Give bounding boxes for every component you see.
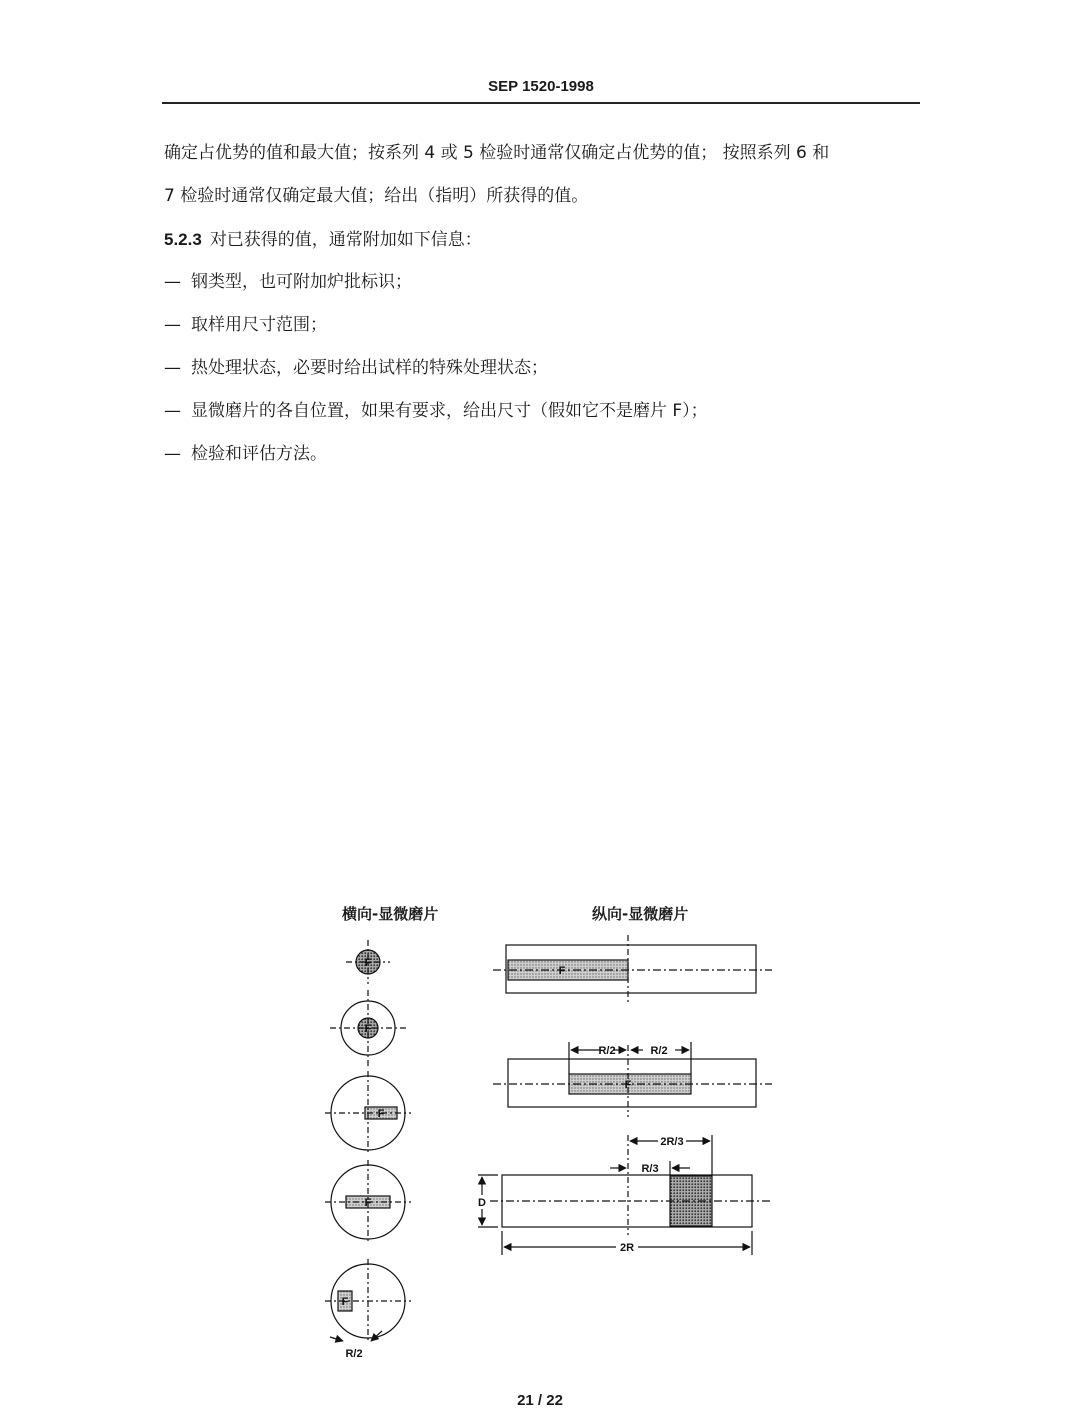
page-number: 21 / 22 — [517, 1392, 563, 1409]
label-f: F — [558, 965, 566, 977]
document-code: SEP 1520-1998 — [488, 78, 594, 95]
list-item-text: 取样用尺寸范围； — [191, 315, 327, 335]
label-2r: 2R — [619, 1242, 635, 1254]
label-r2: R/2 — [598, 1045, 616, 1057]
list-item — [164, 433, 924, 476]
specimen-figure — [310, 895, 790, 1365]
list-item — [164, 390, 924, 433]
dash: — — [164, 315, 181, 335]
label-f: F — [364, 1197, 372, 1209]
longitudinal-specimen-3 — [478, 1135, 772, 1255]
section-text: 对已获得的值，通常附加如下信息： — [209, 230, 482, 250]
list-item-text: 钢类型，也可附加炉批标识； — [191, 272, 412, 292]
label-f: F — [377, 1108, 385, 1120]
list-item-text: 热处理状态，必要时给出试样的特殊处理状态； — [191, 358, 548, 378]
list-item — [164, 261, 924, 304]
label-r2: R/2 — [650, 1045, 668, 1057]
page-header — [162, 72, 920, 104]
longitudinal-specimen-1 — [493, 935, 772, 1005]
paragraph-line: 确定占优势的值和最大值；按系列 4 或 5 检验时通常仅确定占优势的值； 按照系列 6 和 — [164, 143, 830, 163]
label-r2: R/2 — [345, 1348, 363, 1360]
label-r3: R/3 — [641, 1163, 659, 1175]
list-item — [164, 304, 924, 347]
list-item-text: 显微磨片的各自位置，如果有要求，给出尺寸（假如它不是磨片 F）； — [191, 401, 708, 421]
label-d: D — [478, 1197, 486, 1209]
dash: — — [164, 444, 181, 464]
label-f: F — [364, 1023, 372, 1035]
paragraph-line: 7 检验时通常仅确定最大值；给出（指明）所获得的值。 — [164, 186, 589, 206]
list-item — [164, 347, 924, 390]
label-2r3: 2R/3 — [660, 1136, 684, 1148]
transverse-specimen-5 — [325, 1259, 411, 1343]
body-text — [164, 132, 924, 476]
label-f: F — [624, 1079, 632, 1091]
list-item-text: 检验和评估方法。 — [191, 444, 327, 464]
transverse-specimen-3 — [325, 1071, 411, 1155]
specimen-diagram — [310, 895, 790, 1365]
longitudinal-title: 纵向-显微磨片 — [592, 905, 689, 923]
longitudinal-specimen-2 — [493, 1042, 772, 1117]
transverse-title: 横向-显微磨片 — [342, 905, 439, 923]
dash: — — [164, 358, 181, 378]
dash: — — [164, 401, 181, 421]
label-f: F — [364, 957, 372, 969]
label-f: F — [341, 1296, 349, 1308]
dash: — — [164, 272, 181, 292]
section-number: 5.2.3 — [164, 230, 202, 249]
section-heading — [164, 218, 924, 261]
